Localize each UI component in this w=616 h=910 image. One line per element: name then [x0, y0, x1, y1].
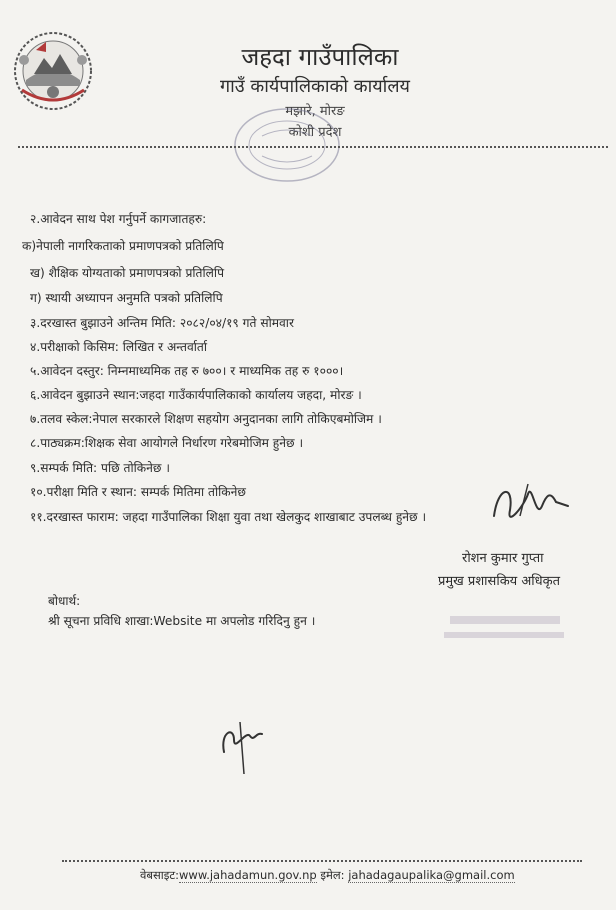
item-line: ६.आवेदन बुझाउने स्थान:जहदा गाउँकार्यपालिकाको कार्यालय जहदा, मोरङ ।	[30, 388, 362, 402]
signature-icon	[484, 476, 574, 536]
item-line: ७.तलव स्केल:नेपाल सरकारले शिक्षण सहयोग अनुदानका लागि तोकिएबमोजिम ।	[30, 412, 382, 426]
faded-stamp-icon	[440, 610, 590, 646]
item-line: क)नेपाली नागरिकताको प्रमाणपत्रको प्रतिलिपि	[22, 239, 224, 253]
email-label: इमेल:	[320, 868, 345, 882]
cc-line: श्री सूचना प्रविधि शाखा:Website मा अपलोड गरिदिनु हुन ।	[48, 614, 316, 628]
office-address: मझारे, मोरङ	[285, 104, 345, 119]
item-line: १०.परीक्षा मिति र स्थान: सम्पर्क मितिमा तोकिनेछ	[30, 485, 246, 499]
office-stamp-icon	[232, 106, 342, 184]
item-line: ८.पाठ्यक्रम:शिक्षक सेवा आयोगले निर्धारण गरेबमोजिम हुनेछ ।	[30, 436, 304, 450]
nepal-emblem-icon	[12, 30, 94, 112]
item-line: ३.दरखास्त बुझाउने अन्तिम मिति: २०८२/०४/१९ गते सोमवार	[30, 316, 294, 330]
email-link[interactable]: jahadagaupalika@gmail.com	[348, 868, 515, 882]
header-divider	[18, 146, 608, 148]
office-title: जहदा गाउँपालिका	[241, 43, 399, 71]
signatory-title: प्रमुख प्रशासकिय अधिकृत	[438, 574, 561, 589]
signature-icon	[210, 712, 274, 778]
cc-label: बोधार्थ:	[48, 594, 81, 608]
website-link[interactable]: www.jahadamun.gov.np	[179, 868, 317, 882]
item-line: ५.आवेदन दस्तुर: निम्नमाध्यमिक तह रु ७००। र माध्यमिक तह रु १०००।	[30, 364, 344, 378]
office-subtitle: गाउँ कार्यपालिकाको कार्यालय	[220, 76, 410, 97]
item-line: ४.परीक्षाको किसिम: लिखित र अन्तर्वार्ता	[30, 340, 208, 354]
item-line: ख) शैक्षिक योग्यताको प्रमाणपत्रको प्रतिलिपि	[30, 266, 224, 280]
item-line: ग) स्थायी अध्यापन अनुमति पत्रको प्रतिलिपि	[30, 291, 223, 305]
item-line: २.आवेदन साथ पेश गर्नुपर्ने कागजातहरु:	[30, 212, 207, 226]
item-line: ११.दरखास्त फाराम: जहदा गाउँपालिका शिक्षा युवा तथा खेलकुद शाखाबाट उपलब्ध हुनेछ ।	[30, 510, 427, 524]
office-province: कोशी प्रदेश	[288, 125, 342, 140]
item-line: ९.सम्पर्क मिति: पछि तोकिनेछ ।	[30, 461, 170, 475]
footer-divider	[62, 860, 582, 862]
website-label: वेबसाइट:	[140, 868, 180, 882]
footer-contact	[140, 868, 515, 883]
signatory-name: रोशन कुमार गुप्ता	[462, 551, 544, 566]
